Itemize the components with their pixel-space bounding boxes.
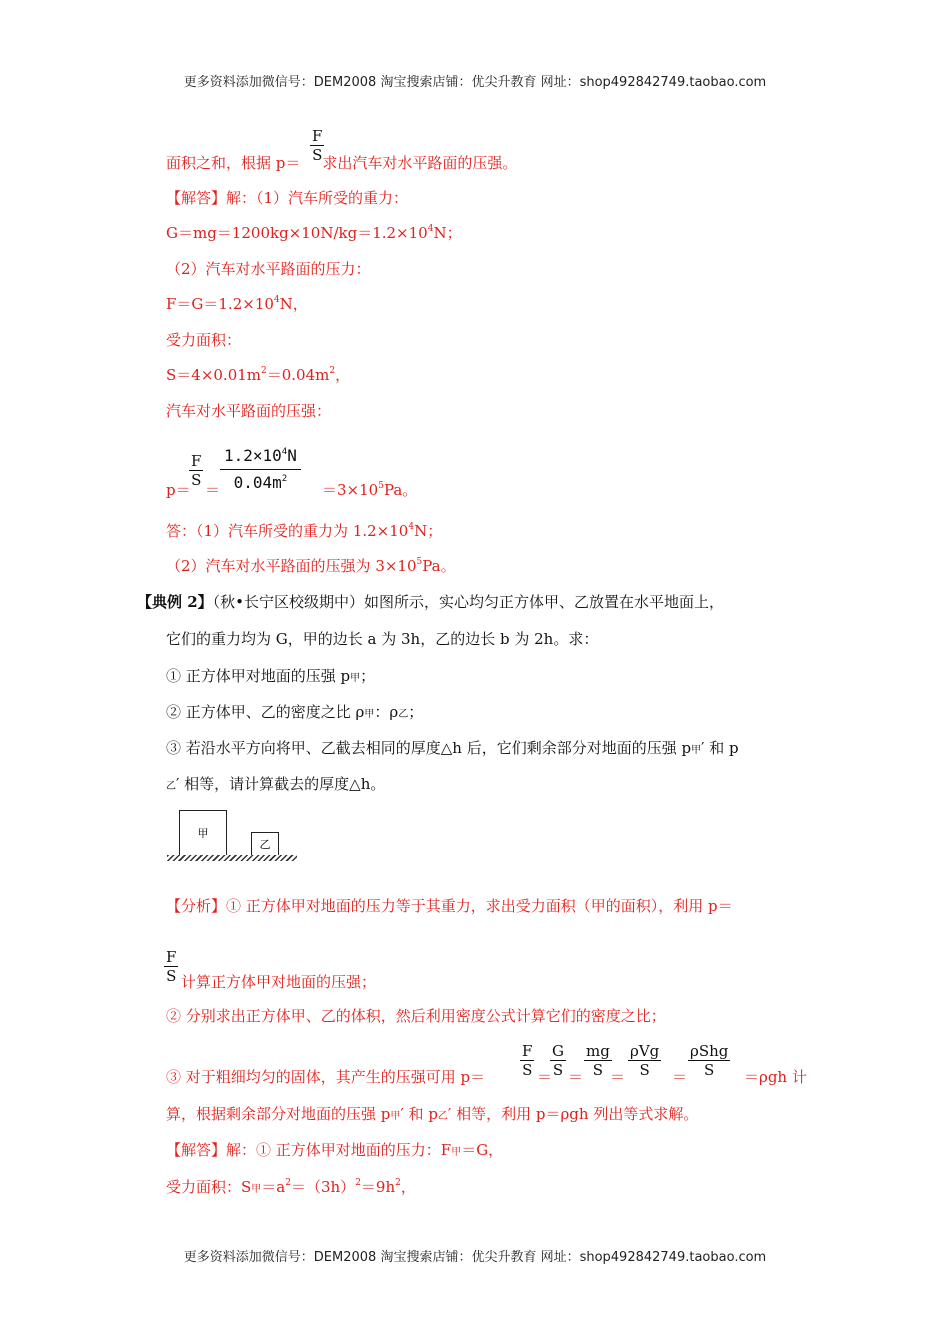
text: 解：① 正方体甲对地面的压力：F [226, 1141, 452, 1159]
frac-rShg-S [688, 1042, 730, 1079]
numerator: ρVg [630, 1042, 660, 1060]
text: ′ 和 p [400, 1105, 438, 1123]
analysis-1b: 计算正方体甲对地面的压强； [181, 973, 377, 991]
text: ， [400, 1178, 416, 1196]
text: ② 正方体甲、乙的密度之比 ρ [166, 703, 365, 721]
text: ＝9h [360, 1178, 396, 1196]
question-2 [166, 701, 423, 726]
denominator: S [312, 146, 323, 164]
frac-G-S [550, 1042, 566, 1079]
subscript: 甲 [691, 745, 702, 756]
frac-F-S [520, 1042, 534, 1079]
cube-a [179, 810, 227, 856]
force-calc [166, 293, 308, 315]
example-tag: 【典例 2】 [137, 593, 213, 611]
unit: N [287, 446, 297, 465]
text: ， [335, 366, 351, 384]
text: ＝0.04m [266, 366, 330, 384]
exponent: 4 [273, 295, 280, 305]
analysis-1 [166, 895, 733, 917]
text: ′ 相等，请计算截去的厚度△h。 [176, 775, 386, 793]
fraction-f-over-s-3 [164, 948, 178, 985]
eq3: ＝ [610, 1068, 626, 1086]
exponent: 4 [408, 522, 415, 532]
subscript: 乙 [166, 781, 176, 792]
numerator-text: 1.2×10 [224, 446, 282, 465]
denominator: S [166, 967, 177, 985]
text: N； [414, 522, 443, 540]
area-calc [166, 364, 350, 386]
text: ① 正方体甲对地面的压力等于其重力，求出受力面积（甲的面积），利用 p＝ [226, 897, 733, 915]
ex1-line1 [166, 152, 517, 174]
text: ＝3×10 [322, 481, 379, 499]
text: S＝4×0.01m [166, 366, 262, 384]
numerator: F [191, 452, 202, 470]
exponent: 4 [281, 447, 288, 457]
denominator-text: 0.04m [233, 473, 282, 492]
question-3 [166, 737, 739, 762]
pressure-label: 汽车对水平路面的压强： [166, 402, 332, 420]
exponent: 5 [378, 481, 384, 491]
question-3-cont [166, 773, 385, 798]
gravity-calc [166, 222, 462, 244]
text: G＝mg＝1200kg×10N/kg＝1.2×10 [166, 224, 428, 242]
text: （秋•长宁区校级期中）如图所示，实心均匀正方体甲、乙放置在水平地面上， [212, 593, 725, 611]
exponent: 2 [395, 1178, 401, 1188]
text: ：ρ [374, 703, 399, 721]
text: ① 正方体甲对地面的压强 p [166, 667, 351, 685]
text: ③ 若沿水平方向将甲、乙截去相同的厚度△h 后，它们剩余部分对地面的压强 p [166, 739, 692, 757]
denominator: S [592, 1061, 604, 1079]
subscript: 甲 [451, 1147, 462, 1158]
text: ′ 相等，利用 p＝ρgh 列出等式求解。 [447, 1105, 699, 1123]
text: ′ 和 p [701, 739, 739, 757]
text: 解：（1）汽车所受的重力： [226, 189, 409, 207]
subscript: 甲 [251, 1184, 262, 1195]
text: N， [279, 295, 308, 313]
text: 求出汽车对水平路面的压强。 [322, 154, 518, 172]
answer-tag: 【解答】 [166, 189, 227, 207]
subscript: 甲 [350, 673, 361, 684]
text: N； [433, 224, 462, 242]
example2-line2: 它们的重力均为 G，甲的边长 a 为 3h，乙的边长 b 为 2h。求： [166, 630, 599, 648]
denominator: S [552, 1061, 564, 1079]
numerator: mg [586, 1042, 610, 1060]
numerator: F [166, 948, 177, 966]
analysis-2: ② 分别求出正方体甲、乙的体积，然后利用密度公式计算它们的密度之比； [166, 1007, 666, 1025]
eq4: ＝ [672, 1068, 688, 1086]
numerator: ρShg [690, 1042, 729, 1060]
area-label: 受力面积： [166, 331, 242, 349]
eq1: ＝ [537, 1068, 553, 1086]
pressure-lhs: p＝ [166, 481, 191, 499]
exponent: 4 [427, 224, 434, 234]
cube-b-label: 乙 [259, 838, 271, 851]
text: 答：（1）汽车所受的重力为 1.2×10 [166, 522, 409, 540]
text: 受力面积：S [166, 1178, 252, 1196]
page-header: 更多资料添加微信号：DEM2008 淘宝搜索店铺：优尖升教育 网址：shop492842749.taobao.com [183, 75, 767, 90]
answer-line [166, 187, 408, 209]
equals: ＝ [205, 481, 221, 499]
solution-2 [166, 1176, 416, 1201]
exponent: 2 [281, 474, 288, 484]
text: Pa。 [383, 481, 418, 499]
text: ； [408, 703, 424, 721]
eq2: ＝ [568, 1068, 584, 1086]
subscript: 乙 [398, 709, 409, 720]
fraction-f-over-s [310, 127, 324, 164]
denominator: S [522, 1061, 533, 1079]
analysis-tag: 【分析】 [166, 897, 227, 915]
question-1 [166, 665, 375, 690]
exponent: 2 [355, 1178, 361, 1188]
cube-b [251, 832, 279, 856]
solution-tag: 【解答】 [166, 1141, 227, 1159]
frac-rVg-S [628, 1042, 661, 1079]
text: ＝a [261, 1178, 286, 1196]
text: F＝G＝1.2×10 [166, 295, 274, 313]
solution-1 [166, 1139, 503, 1164]
exponent: 2 [329, 366, 336, 376]
text: （2）汽车对水平路面的压强为 3×10 [166, 557, 417, 575]
fraction-big [220, 443, 301, 496]
cube-a-label: 甲 [197, 827, 209, 840]
exponent: 5 [416, 557, 423, 567]
text: ＝G， [461, 1141, 504, 1159]
numerator: G [552, 1042, 564, 1060]
numerator: F [522, 1042, 533, 1060]
pressure-result [322, 479, 417, 501]
ground-hatch [167, 855, 297, 861]
fraction-f-over-s-2 [189, 452, 203, 489]
page-footer: 更多资料添加微信号：DEM2008 淘宝搜索店铺：优尖升教育 网址：shop492842749.taobao.com [183, 1250, 767, 1265]
exponent: 2 [285, 1178, 291, 1188]
numerator: F [312, 127, 323, 145]
final-answer-2 [166, 555, 456, 577]
text: Pa。 [422, 557, 456, 575]
part2-label: （2）汽车对水平路面的压力： [166, 260, 371, 278]
analysis-4 [166, 1103, 698, 1128]
text: ＝（3h） [290, 1178, 356, 1196]
exponent: 2 [261, 366, 267, 376]
example2-title [137, 591, 724, 613]
denominator: S [704, 1061, 715, 1079]
text: ； [360, 667, 376, 685]
text: 面积之和，根据 p＝ [166, 154, 301, 172]
final-answer-1 [166, 520, 442, 542]
frac-mg-S [584, 1042, 612, 1079]
denominator: S [191, 471, 202, 489]
analysis-3: ③ 对于粗细均匀的固体，其产生的压强可用 p＝ [166, 1068, 486, 1086]
subscript: 乙 [437, 1111, 448, 1122]
denominator: S [639, 1061, 650, 1079]
subscript: 甲 [390, 1111, 401, 1122]
text: 算，根据剩余部分对地面的压强 p [166, 1105, 391, 1123]
analysis-3-end: ＝ρgh 计 [744, 1068, 807, 1086]
subscript: 甲 [364, 709, 375, 720]
